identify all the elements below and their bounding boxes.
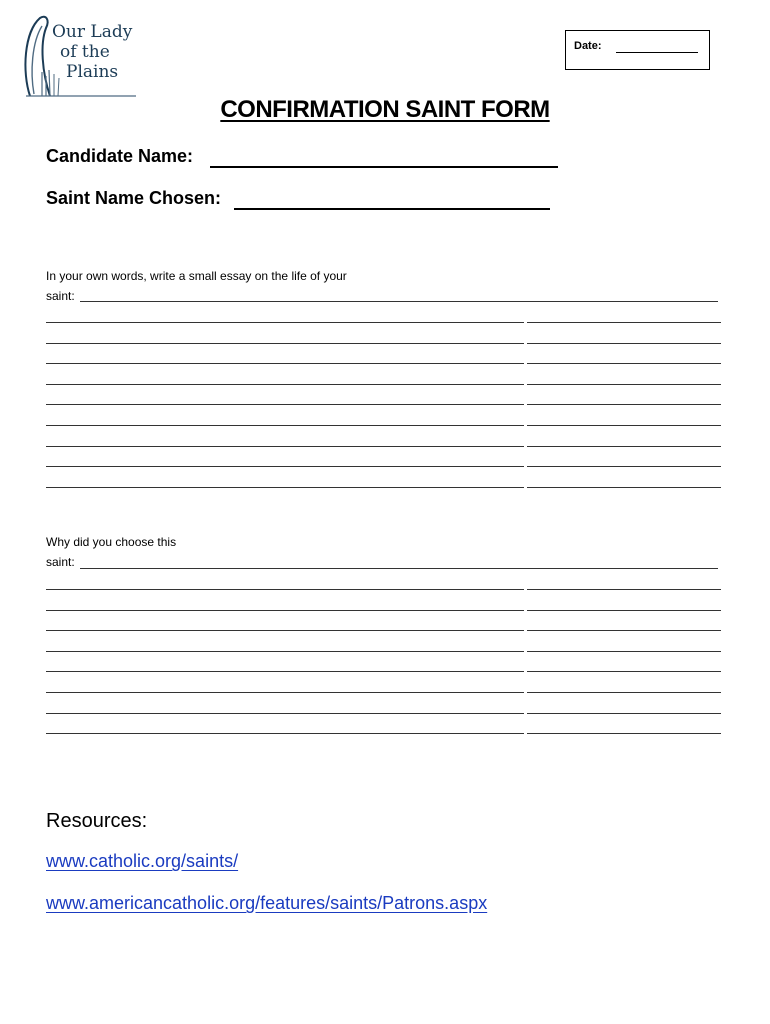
date-box [565,30,710,70]
essay-prompt-line2: saint: [46,289,75,303]
writing-line[interactable] [46,384,721,385]
candidate-name-line[interactable] [210,166,558,168]
line-gap [524,650,527,653]
form-title: CONFIRMATION SAINT FORM [220,96,550,123]
reason-prompt-line1: Why did you choose this [46,535,177,549]
line-gap [524,465,527,468]
catholic-saints-link[interactable]: www.catholic.org/saints/ [46,851,239,871]
writing-line[interactable] [46,630,721,631]
writing-line[interactable] [46,446,721,447]
writing-line[interactable] [46,404,721,405]
line-gap [524,424,527,427]
date-entry-line[interactable] [616,52,698,53]
line-gap [524,383,527,386]
logo-line: of the [60,42,110,62]
date-label: Date: [574,40,602,52]
patrons-link[interactable]: www.americancatholic.org/features/saints/Patrons.aspx [46,893,488,913]
line-gap [524,691,527,694]
essay-line[interactable] [80,301,718,302]
writing-line[interactable] [46,322,721,323]
line-gap [524,486,527,489]
writing-line[interactable] [46,651,721,652]
line-gap [524,362,527,365]
line-gap [524,321,527,324]
resources-heading: Resources: [46,810,148,832]
writing-line[interactable] [46,363,721,364]
writing-line[interactable] [46,466,721,467]
writing-line[interactable] [46,610,721,611]
line-gap [524,403,527,406]
line-gap [524,629,527,632]
logo-text [52,22,132,82]
reason-prompt-line2: saint: [46,555,75,569]
writing-line[interactable] [46,733,721,734]
line-gap [524,670,527,673]
line-gap [524,588,527,591]
writing-line[interactable] [46,425,721,426]
writing-line[interactable] [46,343,721,344]
line-gap [524,732,527,735]
writing-line[interactable] [46,713,721,714]
line-gap [524,342,527,345]
reason-line[interactable] [80,568,718,569]
logo-line: Our Lady [52,22,133,42]
writing-line[interactable] [46,589,721,590]
essay-prompt-line1: In your own words, write a small essay on the life of your [46,269,347,283]
writing-line[interactable] [46,692,721,693]
candidate-name-label: Candidate Name: [46,146,194,166]
saint-name-label: Saint Name Chosen: [46,188,222,208]
saint-name-line[interactable] [234,208,550,210]
line-gap [524,445,527,448]
writing-line[interactable] [46,671,721,672]
line-gap [524,609,527,612]
line-gap [524,712,527,715]
writing-line[interactable] [46,487,721,488]
logo-line: Plains [66,62,119,82]
